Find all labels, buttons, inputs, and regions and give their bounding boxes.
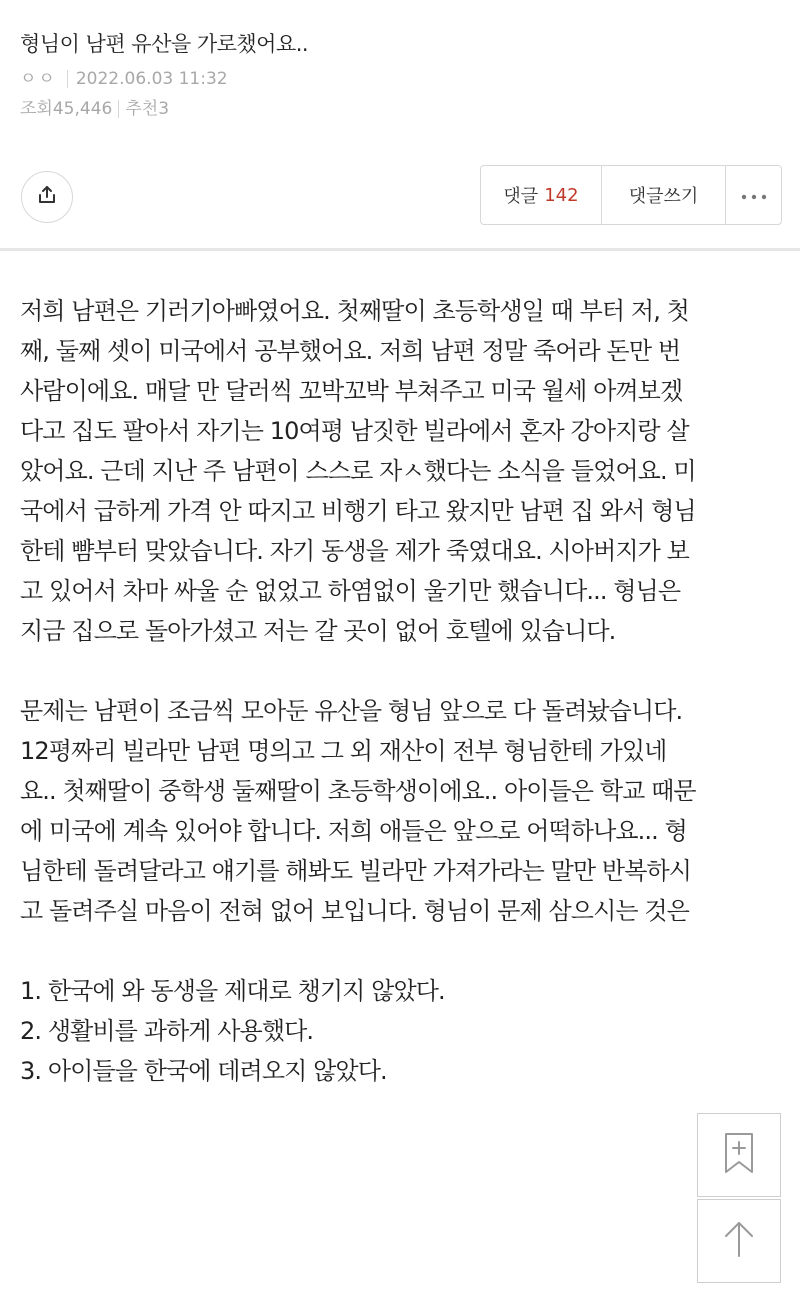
write-comment-label: 댓글쓰기 [628,186,699,207]
more-button[interactable] [726,166,781,224]
paragraph-1 [20,291,790,651]
paragraph-gap [20,651,790,691]
text-line: 요.. 첫째딸이 중학생 둘째딸이 초등학생이에요.. 아이들은 학교 때문 [20,777,696,805]
arrow-up-icon [721,1219,757,1263]
comments-label: 댓글 [503,186,539,207]
paragraph-gap [20,931,790,971]
section-divider [0,248,800,251]
views-label: 조회 [20,99,53,119]
bookmark-plus-icon [722,1131,756,1179]
list-item: 1. 한국에 와 동생을 제대로 챙기지 않았다. [20,977,445,1005]
post-meta-author-row [20,64,780,94]
text-line: 고 있어서 차마 싸울 순 없었고 하염없이 울기만 했습니다... 형님은 [20,577,681,605]
text-line: 지금 집으로 돌아가셨고 저는 갈 곳이 없어 호텔에 있습니다. [20,617,616,645]
post-body [20,291,790,1091]
recommend-count: 3 [158,99,170,119]
text-line: 째, 둘째 셋이 미국에서 공부했어요. 저희 남편 정말 죽어라 돈만 번 [20,337,681,365]
post-title: 형님이 남편 유산을 가로챘어요.. [20,32,309,56]
text-line: 았어요. 근데 지난 주 남편이 스스로 자ㅅ했다는 소식을 들었어요. 미 [20,457,696,485]
list-item: 3. 아이들을 한국에 데려오지 않았다. [20,1057,387,1085]
scroll-to-top-button[interactable] [697,1199,781,1283]
text-line: 저희 남편은 기러기아빠였어요. 첫째딸이 초등학생일 때 부터 저, 첫 [20,297,689,325]
text-line: 문제는 남편이 조금씩 모아둔 유산을 형님 앞으로 다 돌려놨습니다. [20,697,683,725]
write-comment-button[interactable] [602,166,726,224]
meta-separator [118,100,119,118]
paragraph-2 [20,691,790,931]
recommend-label: 추천 [125,99,159,119]
comments-button[interactable] [481,166,602,224]
text-line: 사람이에요. 매달 만 달러씩 꼬박꼬박 부쳐주고 미국 월세 아껴보겠 [20,377,683,405]
list-item: 2. 생활비를 과하게 사용했다. [20,1017,314,1045]
post-meta-stats-row [20,94,780,124]
text-line: 다고 집도 팔아서 자기는 10여평 남짓한 빌라에서 혼자 강아지랑 살 [20,417,689,445]
meta-separator [67,70,68,88]
text-line: 고 돌려주실 마음이 전혀 없어 보입니다. 형님이 문제 삼으시는 것은 [20,897,689,925]
text-line: 한테 뺨부터 맞았습니다. 자기 동생을 제가 죽였대요. 시아버지가 보 [20,537,689,565]
views-count: 45,446 [52,99,113,119]
author-name[interactable]: ㅇㅇ [20,69,57,89]
text-line: 님한테 돌려달라고 얘기를 해봐도 빌라만 가져가라는 말만 반복하시 [20,857,692,885]
share-icon [36,184,58,210]
more-icon [740,185,768,206]
post-datetime: 2022.06.03 11:32 [75,69,228,89]
bookmark-button[interactable] [697,1113,781,1197]
share-button[interactable] [21,171,73,223]
numbered-list [20,971,790,1091]
text-line: 12평짜리 빌라만 남편 명의고 그 외 재산이 전부 형님한테 가있네 [20,737,667,765]
text-line: 국에서 급하게 가격 안 따지고 비행기 타고 왔지만 남편 집 와서 형님 [20,497,696,525]
post-header [20,24,780,124]
text-line: 에 미국에 계속 있어야 합니다. 저희 애들은 앞으로 어떡하나요... 형 [20,817,687,845]
comments-count: 142 [544,184,579,206]
comment-action-bar [480,165,782,225]
